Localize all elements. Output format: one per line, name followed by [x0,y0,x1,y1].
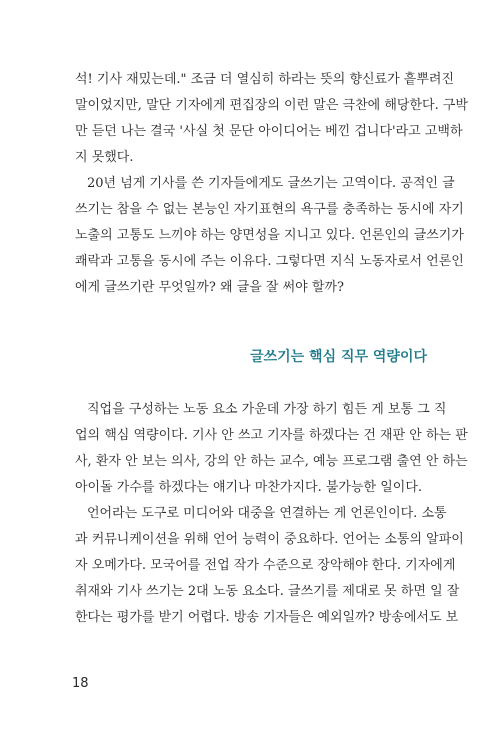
page-number: 18 [72,676,89,691]
body-text-line: 자 오메가다. 모국어를 전업 작가 수준으로 장악해야 한다. 기자에게 [75,558,456,573]
body-text-line: 노출의 고통도 느끼야 하는 양면성을 지니고 있다. 언론인의 글쓰기가 [75,228,464,243]
body-text-line: 20년 넘게 기사를 쓴 기자들에게도 글쓰기는 고역이다. 공적인 글 [87,176,455,191]
body-text-line: 석! 기사 재밌는데." 조금 더 열심히 하라는 뜻의 향신료가 흩뿌려진 [75,72,455,87]
body-text-line: 한다는 평가를 받기 어렵다. 방송 기자들은 예외일까? 방송에서도 보 [75,610,459,625]
body-text-line: 만 듣던 나는 결국 '사실 첫 문단 아이디어는 베낀 겁니다'라고 고백하 [75,124,463,139]
body-text-line: 쾌락과 고통을 동시에 주는 이유다. 그렇다면 지식 노동자로서 언론인 [75,254,464,269]
body-text-line: 취재와 기사 쓰기는 2대 노동 요소다. 글쓰기를 제대로 못 하면 일 잘 [75,584,460,599]
body-text-line: 지 못했다. [75,150,134,165]
body-text-line: 직업을 구성하는 노동 요소 가운데 가장 하기 힘든 게 보통 그 직 [87,402,447,417]
body-text-line: 언어라는 도구로 미디어와 대중을 연결하는 게 언론인이다. 소통 [87,506,447,521]
body-text-line: 아이돌 가수를 하겠다는 얘기나 마찬가지다. 불가능한 일이다. [75,480,423,495]
body-text-line: 과 커뮤니케이션을 위해 언어 능력이 중요하다. 언어는 소통의 알파이 [75,532,464,547]
body-text-line: 사, 환자 안 보는 의사, 강의 안 하는 교수, 예능 프로그램 출연 안 하는 [75,454,468,469]
body-text-line: 쓰기는 참을 수 없는 본능인 자기표현의 욕구를 충족하는 동시에 자기 [75,202,464,217]
body-text-line: 업의 핵심 역량이다. 기사 안 쓰고 기자를 하겠다는 건 재판 안 하는 판 [75,428,468,443]
body-text-line: 에게 글쓰기란 무엇일까? 왜 글을 잘 써야 할까? [75,280,344,295]
section-heading: 글쓰기는 핵심 직무 역량이다 [250,349,427,365]
body-text-line: 말이었지만, 말단 기자에게 편집장의 이런 말은 극찬에 해당한다. 구박 [75,98,468,113]
